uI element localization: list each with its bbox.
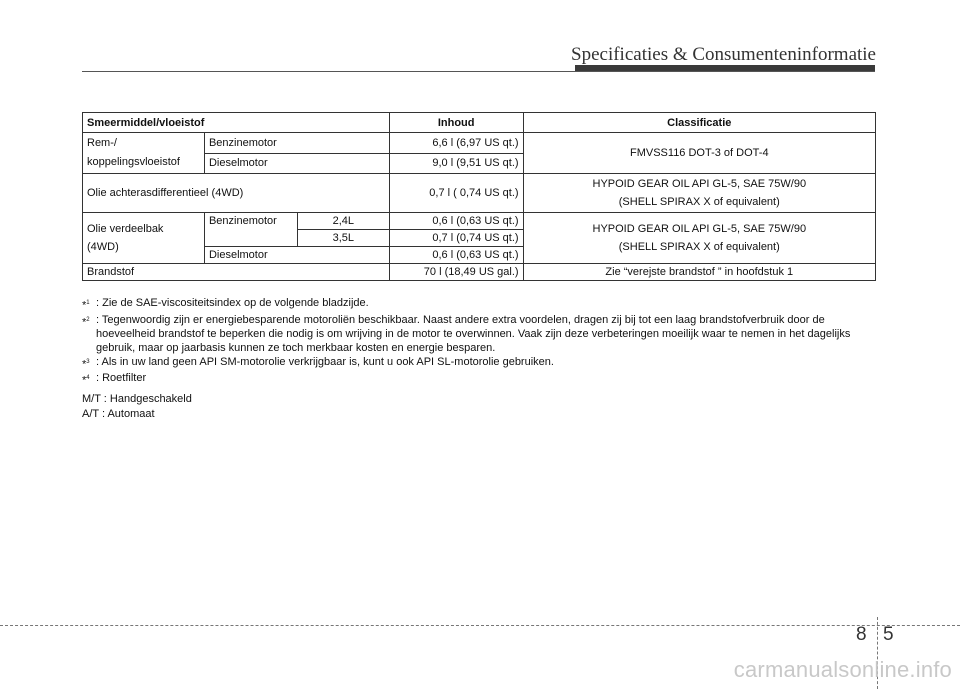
brake-petrol-label: Benzinemotor [204, 133, 389, 154]
table-row [83, 174, 876, 213]
brake-petrol-value: 6,6 l (6,97 US qt.) [389, 133, 523, 154]
table-header-row [83, 113, 876, 133]
footnote-marker: *$^4$ [82, 374, 90, 387]
header-rule [82, 71, 875, 72]
transfer-classification: HYPOID GEAR OIL API GL-5, SAE 75W/90 (SHELL SPIRAX X of equivalent) [523, 213, 875, 264]
footnote [82, 296, 878, 313]
abbreviation-mt: M/T : Handgeschakeld [82, 392, 192, 405]
footnote-text: : Als in uw land geen API SM-motorolie verkrijgbaar is, kunt u ook API SL-motorolie gebruiken. [96, 355, 554, 368]
chapter-number: 8 [856, 624, 867, 645]
table-row [83, 213, 876, 230]
footnote [82, 313, 878, 355]
transfer-diesel-value: 0,6 l (0,63 US qt.) [389, 247, 523, 264]
section-title: Specificaties & Consumenteninformatie [571, 44, 876, 65]
header-capacity: Inhoud [389, 113, 523, 133]
brake-fluid-name: Rem-/ koppelingsvloeistof [83, 133, 205, 174]
abbreviation-at: A/T : Automaat [82, 407, 155, 420]
brake-classification: FMVSS116 DOT-3 of DOT-4 [523, 133, 875, 174]
transfer-value-2: 0,7 l (0,74 US qt.) [389, 230, 523, 247]
rear-diff-classification: HYPOID GEAR OIL API GL-5, SAE 75W/90 (SHELL SPIRAX X of equivalent) [523, 174, 875, 213]
footnote [82, 371, 878, 388]
page-number: 5 [883, 624, 894, 645]
transfer-value-1: 0,6 l (0,63 US qt.) [389, 213, 523, 230]
footnotes [82, 296, 878, 422]
transfer-variant-1: 2,4L [297, 213, 389, 230]
rear-diff-name: Olie achterasdifferentieel (4WD) [83, 174, 390, 213]
transfer-petrol-label: Benzinemotor [204, 213, 297, 247]
header-classification: Classificatie [523, 113, 875, 133]
rear-diff-value: 0,7 l ( 0,74 US qt.) [389, 174, 523, 213]
footnote-text: : Zie de SAE-viscositeitsindex op de volgende bladzijde. [96, 297, 369, 309]
footnote-text: : Roetfilter [96, 372, 147, 385]
footnote-text: : Tegenwoordig zijn er energiebesparende motoroliën beschikbaar. Naast andere extra voordelen, dragen zij bij tot een laag brandstofverbruik door de hoeveelheid brandstof te beperken die nodig is om wrijving in de motor te overwinnen. Vaak zijn deze verbeteringen moeilijk waar te nemen in het dagelijks gebruik, maar op jaarbasis kunnen ze toch merkbaar kosten en energie besparen. [96, 313, 851, 354]
footnote-marker: *$^3$ [82, 358, 90, 371]
abbreviations [82, 392, 878, 422]
transfer-case-name: Olie verdeelbak (4WD) [83, 213, 205, 264]
brake-diesel-value: 9,0 l (9,51 US qt.) [389, 153, 523, 174]
fuel-classification: Zie “verejste brandstof ” in hoofdstuk 1 [523, 264, 875, 281]
footer-rule [0, 625, 960, 626]
lubricant-spec-table [82, 112, 876, 281]
fuel-value: 70 l (18,49 US gal.) [389, 264, 523, 281]
transfer-diesel-label: Dieselmotor [204, 247, 389, 264]
footnote-marker: *$^2$ [82, 316, 90, 329]
transfer-variant-2: 3,5L [297, 230, 389, 247]
table-row [83, 133, 876, 154]
footnote [82, 355, 878, 372]
brake-diesel-label: Dieselmotor [204, 153, 389, 174]
watermark: carmanualsonline.info [733, 657, 952, 682]
header-lubricant: Smeermiddel/vloeistof [83, 113, 390, 133]
table-row [83, 264, 876, 281]
fuel-name: Brandstof [83, 264, 390, 281]
footnote-marker: *$^1$ [82, 299, 90, 312]
